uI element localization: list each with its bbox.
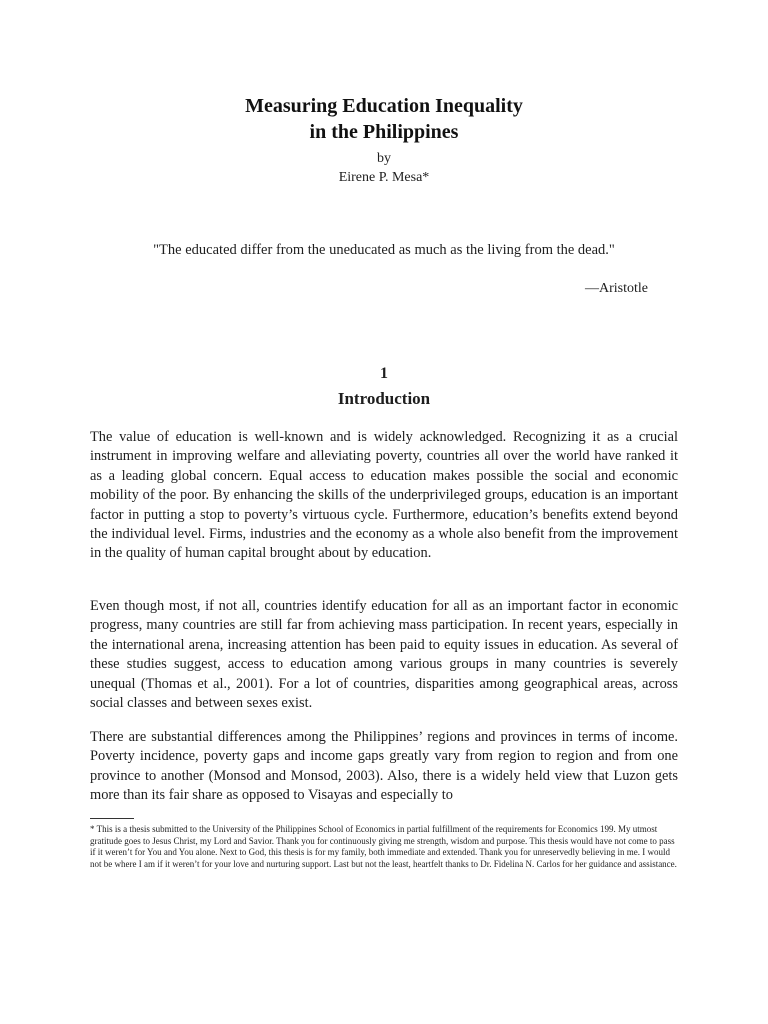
epigraph-attribution: —Aristotle — [585, 281, 648, 296]
epigraph-quote: "The educated differ from the uneducated as much as the living from the dead." — [153, 242, 615, 258]
body-paragraph-3: There are substantial differences among the Philippines’ regions and provinces in terms of income. Poverty incidence, poverty gaps and income gaps greatly vary from region to region and from one province to another (Monsod and Monsod, 2003). Also, there is a widely held view that Luzon gets more than its fair share as opposed to Visayas and especially to — [90, 729, 678, 804]
footnote: * This is a thesis submitted to the University of the Philippines School of Economics in partial fulfillment of the requirements for Economics 199. My utmost gratitude goes to Jesus Christ, my Lord and Savior. Thank you for continuously giving me strength, wisdom and purpose. This thesis would have not come to pass if it weren’t for You and You alone. Next to God, this thesis is for my family, both immediate and extended. Thank you for unreservedly believing in me. I would not be where I am if it weren’t for your love and nurturing support. Last but not the least, heartfelt thanks to Dr. Fidelina N. Carlos for her guidance and assistance. — [90, 824, 677, 869]
body-paragraph-1: The value of education is well-known and is widely acknowledged. Recognizing it as a crucial instrument in improving welfare and alleviating poverty, countries all over the world have ranked it as a leading global concern. Equal access to education makes possible the social and economic mobility of the poor. By enhancing the skills of the underprivileged groups, education is an important factor in putting a stop to poverty’s virtuous cycle. Furthermore, education’s benefits extend beyond the individual level. Firms, industries and the economy as a whole also benefit from the improvement in the quality of human capital brought about by education. — [90, 429, 678, 562]
footnote-separator — [90, 818, 134, 819]
document-title-line-2: in the Philippines — [309, 121, 459, 143]
section-title: Introduction — [337, 389, 431, 408]
author-name: Eirene P. Mesa* — [338, 170, 430, 185]
body-paragraph-2: Even though most, if not all, countries identify education for all as an important factor in economic progress, many countries are still far from achieving mass participation. In recent years, especially in the international arena, increasing attention has been paid to equity issues in education. As several of these studies suggest, access to education among various groups in many countries is severely unequal (Thomas et al., 2001). For a lot of countries, disparities among geographical areas, across social classes and between sexes exist. — [90, 598, 678, 712]
document-title-line-1: Measuring Education Inequality — [245, 95, 523, 117]
byline: by — [377, 151, 391, 166]
section-number: 1 — [380, 365, 388, 382]
